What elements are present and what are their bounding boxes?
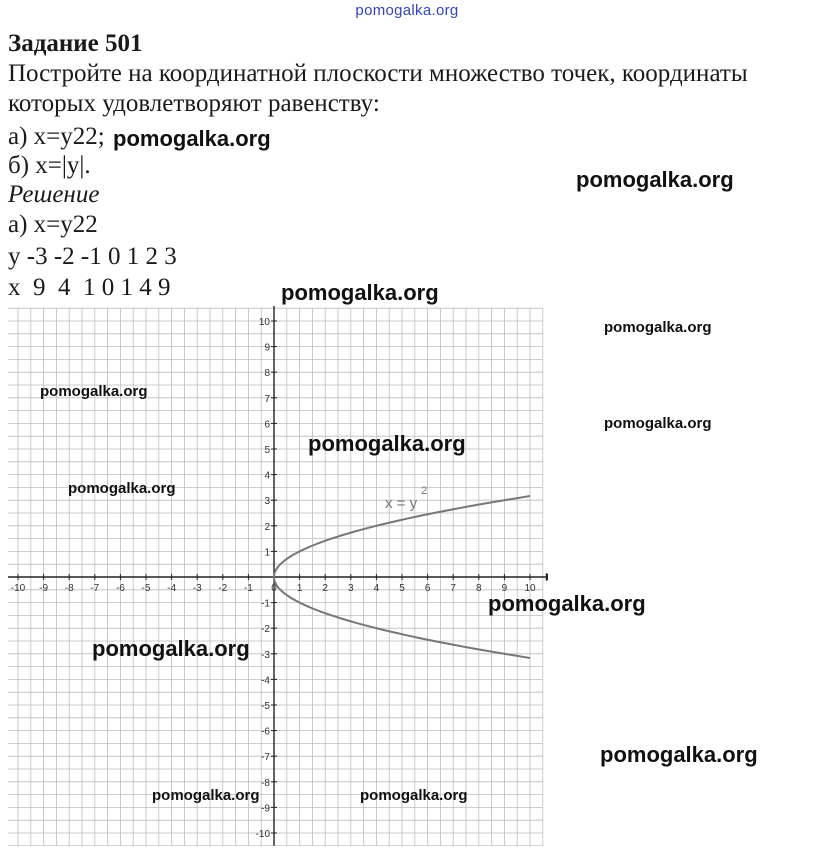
y-tick-label: 6 bbox=[264, 419, 270, 431]
y-axis-label bbox=[279, 306, 284, 307]
x-tick-label: 1 bbox=[296, 583, 303, 594]
x-tick-label: 9 bbox=[501, 583, 508, 594]
watermark: pomogalka.org bbox=[604, 415, 712, 432]
y-tick-label: 7 bbox=[264, 393, 270, 405]
x-tick-label: 2 bbox=[322, 583, 328, 594]
x-tick-label: 4 bbox=[373, 583, 380, 594]
y-tick-label: 10 bbox=[258, 317, 270, 328]
x-tick-label: -9 bbox=[39, 583, 49, 594]
x-tick-label: 6 bbox=[424, 583, 431, 594]
task-part-b: б) x=|y|. bbox=[8, 152, 91, 179]
x-tick-label: 3 bbox=[348, 583, 354, 594]
y-tick-label: -9 bbox=[261, 803, 270, 815]
y-tick-label: 4 bbox=[264, 470, 270, 482]
y-tick-label: 3 bbox=[264, 496, 270, 508]
solution-heading: Решение bbox=[8, 181, 100, 208]
curve-label bbox=[385, 485, 427, 512]
watermark: pomogalka.org bbox=[576, 167, 734, 192]
x-tick-label: -3 bbox=[192, 583, 202, 594]
x-tick-label: -8 bbox=[64, 583, 74, 594]
x-tick-label: -1 bbox=[243, 583, 253, 594]
x-axis-arrow bbox=[546, 573, 548, 581]
x-tick-label: -4 bbox=[167, 583, 177, 594]
x-tick-label: 8 bbox=[476, 583, 482, 594]
watermark: pomogalka.org bbox=[40, 383, 148, 400]
curve-label-exponent: 2 bbox=[421, 485, 428, 497]
x-tick-label: 0 bbox=[271, 583, 277, 594]
task-statement-line-2: которых удовлетворяют равенству: bbox=[8, 90, 380, 117]
watermark: pomogalka.org bbox=[488, 591, 646, 616]
site-watermark-top: pomogalka.org bbox=[355, 2, 459, 19]
y-tick-label: -3 bbox=[261, 649, 270, 661]
solution-part-a: а) x=y22 bbox=[8, 211, 98, 238]
x-tick-label: -5 bbox=[141, 583, 151, 594]
y-tick-label: 9 bbox=[264, 342, 270, 354]
x-tick-label: -6 bbox=[115, 583, 125, 594]
table-row-x: x 9 4 1 0 1 4 9 bbox=[8, 274, 171, 301]
x-tick-label: -10 bbox=[10, 583, 26, 594]
watermark: pomogalka.org bbox=[68, 480, 176, 497]
watermark: pomogalka.org bbox=[281, 280, 439, 305]
y-tick-label: -2 bbox=[261, 624, 270, 636]
curve-label-text: x = y bbox=[385, 495, 418, 512]
watermark: pomogalka.org bbox=[600, 742, 758, 767]
watermark: pomogalka.org bbox=[92, 636, 250, 661]
y-tick-label: -1 bbox=[261, 598, 270, 610]
x-tick-label: -2 bbox=[218, 583, 228, 594]
x-tick-label: -7 bbox=[90, 583, 100, 594]
y-tick-label: -6 bbox=[261, 726, 270, 738]
y-tick-label: -10 bbox=[255, 829, 270, 840]
watermark: pomogalka.org bbox=[308, 431, 466, 456]
y-tick-label: -7 bbox=[261, 752, 270, 764]
y-tick-label: 8 bbox=[264, 368, 270, 380]
x-tick-label: 7 bbox=[450, 583, 456, 594]
table-row-y: y -3 -2 -1 0 1 2 3 bbox=[8, 243, 177, 270]
y-tick-label: -4 bbox=[261, 675, 270, 687]
y-tick-label: -5 bbox=[261, 701, 270, 712]
y-tick-label: 5 bbox=[264, 445, 270, 456]
watermark: pomogalka.org bbox=[360, 787, 468, 804]
task-statement-line-1: Постройте на координатной плоскости множество точек, координаты bbox=[8, 60, 748, 87]
watermark: pomogalka.org bbox=[113, 126, 271, 151]
watermark: pomogalka.org bbox=[604, 319, 712, 336]
y-tick-label: -8 bbox=[261, 777, 270, 789]
x-tick-label: 10 bbox=[524, 583, 536, 594]
task-title: Задание 501 bbox=[8, 30, 143, 57]
y-tick-label: 1 bbox=[264, 547, 270, 559]
watermark: pomogalka.org bbox=[152, 787, 260, 804]
y-tick-label: 2 bbox=[264, 521, 270, 533]
x-tick-label: 5 bbox=[399, 583, 405, 594]
task-part-a: а) x=y22; bbox=[8, 123, 105, 150]
